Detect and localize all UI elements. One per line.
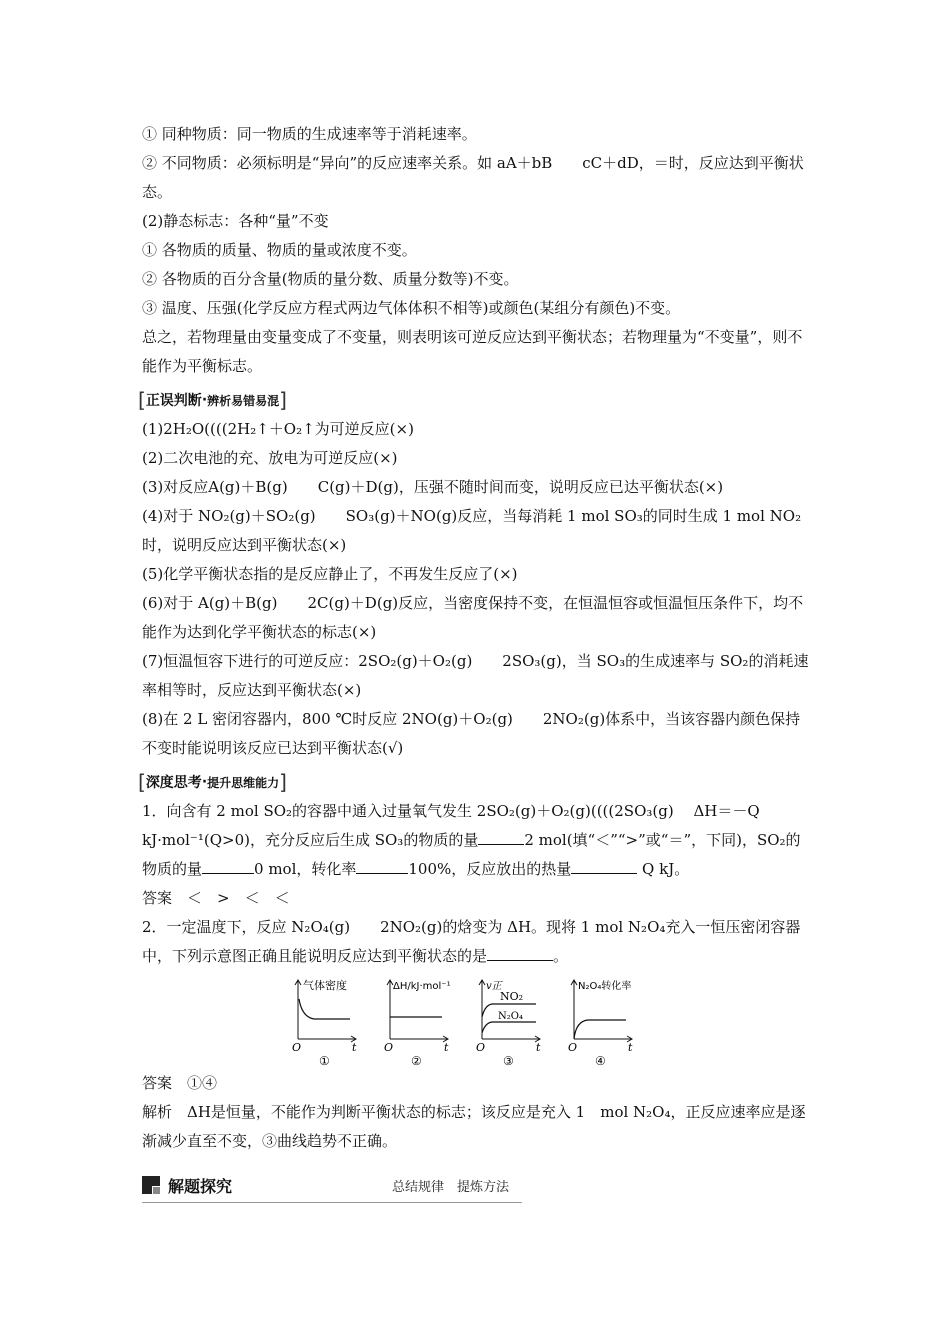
diagram-ylabel: v正 (486, 981, 502, 992)
section-square-icon (142, 1176, 160, 1194)
intro-line: (2)静态标志：各种“量”不变 (142, 212, 329, 230)
diagram-rate (476, 977, 546, 1067)
section-dot: · (201, 392, 208, 408)
footer-title: 解题探究 (168, 1177, 233, 1196)
answer-1: 答案 ＜ > ＜ ＜ (142, 889, 290, 907)
judgment-item: (3)对反应A(g)＋B(g) C(g)＋D(g)，压强不随时间而变，说明反应已达平衡状态(×) (142, 478, 724, 496)
answer-blank (571, 857, 637, 874)
diagram-number: ④ (595, 1054, 606, 1067)
answer-blank (478, 828, 524, 845)
answer-blank (487, 944, 553, 961)
intro-line: ③ 温度、压强(化学反应方程式两边气体体积不相等)或颜色(某组分有颜色)不变。 (142, 299, 681, 317)
analysis-2: 解析 ΔH是恒量，不能作为判断平衡状态的标志；该反应是充入 1 mol N₂O₄，正反应速率应是逐渐减少直至不变，③曲线趋势不正确。 (142, 1103, 806, 1150)
answer-blank (356, 857, 408, 874)
diagram-curve-label: N₂O₄ (498, 1011, 523, 1022)
section-label: 正误判断 (145, 393, 202, 409)
section-sub: 提升思维能力 (207, 775, 280, 790)
section-dot: · (201, 774, 208, 790)
judgment-item: (6)对于 A(g)＋B(g) 2C(g)＋D(g)反应，当密度保持不变，在恒温恒容或恒温恒压条件下，均不能作为达到化学平衡状态的标志(×) (142, 594, 804, 641)
answer-blank (202, 857, 254, 874)
document-body (138, 120, 812, 1156)
section-tag-judgment: [ 正误判断 · 辨析易错易混 ] (138, 388, 287, 412)
footer-tagline: 总结规律 提炼方法 (392, 1180, 510, 1195)
diagram-enthalpy (384, 977, 454, 1067)
question-2: 2．一定温度下，反应 N₂O₄(g) 2NO₂(g)的焓变为 ΔH。现将 1 mol N₂O₄充入一恒压密闭容器中，下列示意图正确且能说明反应达到平衡状态的是 。 (142, 918, 801, 965)
footer-divider (142, 1202, 522, 1203)
intro-line: ① 同种物质：同一物质的生成速率等于消耗速率。 (142, 125, 477, 143)
diagram-origin: O (476, 1041, 486, 1054)
section-label: 深度思考 (145, 775, 202, 791)
answer-2: 答案 ①④ (142, 1074, 218, 1092)
section-sub: 辨析易错易混 (207, 393, 280, 408)
judgment-item: (7)恒温恒容下进行的可逆反应：2SO₂(g)＋O₂(g) 2SO₃(g)，当 SO₃的生成速率与 SO₂的消耗速率相等时，反应达到平衡状态(×) (142, 652, 809, 699)
section-footer-bar (142, 1172, 522, 1206)
intro-summary: 总之，若物理量由变量变成了不变量，则表明该可逆反应达到平衡状态；若物理量为“不变量”，则不能作为平衡标志。 (142, 328, 803, 375)
diagram-number: ① (319, 1054, 330, 1067)
section-tag-thinking: [ 深度思考 · 提升思维能力 ] (138, 770, 287, 794)
intro-line: ① 各物质的质量、物质的量或浓度不变。 (142, 241, 417, 259)
diagram-origin: O (384, 1041, 394, 1054)
judgment-item: (1)2H₂O((((2H₂↑＋O₂↑为可逆反应(×) (142, 420, 414, 438)
diagram-number: ② (411, 1054, 422, 1067)
diagram-ylabel: N₂O₄转化率 (578, 981, 632, 992)
judgment-item: (8)在 2 L 密闭容器内，800 ℃时反应 2NO(g)＋O₂(g) 2NO₂(g)体系中，当该容器内颜色保持不变时能说明该反应已达到平衡状态(√) (142, 710, 801, 757)
question-1: 1．向含有 2 mol SO₂的容器中通入过量氧气发生 2SO₂(g)＋O₂(g)((((2SO₃(g) ΔH＝－Q kJ·mol⁻¹(Q>0)，充分反应后生成 SO₃的物质的量 2 mol(填“＜”“>”或“＝”，下同)，SO₂的物质的量 0 mol，转化率 100%，反应放出的热量 Q kJ。 (142, 802, 801, 878)
diagram-xaxis: t (352, 1041, 357, 1054)
diagram-origin: O (292, 1041, 302, 1054)
diagram-ylabel: 气体密度 (303, 979, 347, 992)
diagram-number: ③ (503, 1054, 514, 1067)
judgment-item: (5)化学平衡状态指的是反应静止了，不再发生反应了(×) (142, 565, 518, 583)
diagram-density (292, 977, 362, 1067)
diagram-ylabel: ΔH/kJ·mol⁻¹ (393, 981, 451, 992)
intro-line: ② 各物质的百分含量(物质的量分数、质量分数等)不变。 (142, 270, 519, 288)
diagram-xaxis: t (536, 1041, 541, 1054)
intro-line: ② 不同物质：必须标明是“异向”的反应速率关系。如 aA＋bB cC＋dD，＝时，反应达到平衡状态。 (142, 154, 804, 201)
diagram-origin: O (568, 1041, 578, 1054)
diagram-row (292, 977, 812, 1067)
judgment-item: (4)对于 NO₂(g)＋SO₂(g) SO₃(g)＋NO(g)反应，当每消耗 1 mol SO₃的同时生成 1 mol NO₂时，说明反应达到平衡状态(×) (142, 507, 802, 554)
diagram-xaxis: t (444, 1041, 449, 1054)
diagram-conversion (568, 977, 638, 1067)
judgment-item: (2)二次电池的充、放电为可逆反应(×) (142, 449, 398, 467)
diagram-xaxis: t (628, 1041, 633, 1054)
diagram-curve-label: NO₂ (500, 990, 524, 1003)
